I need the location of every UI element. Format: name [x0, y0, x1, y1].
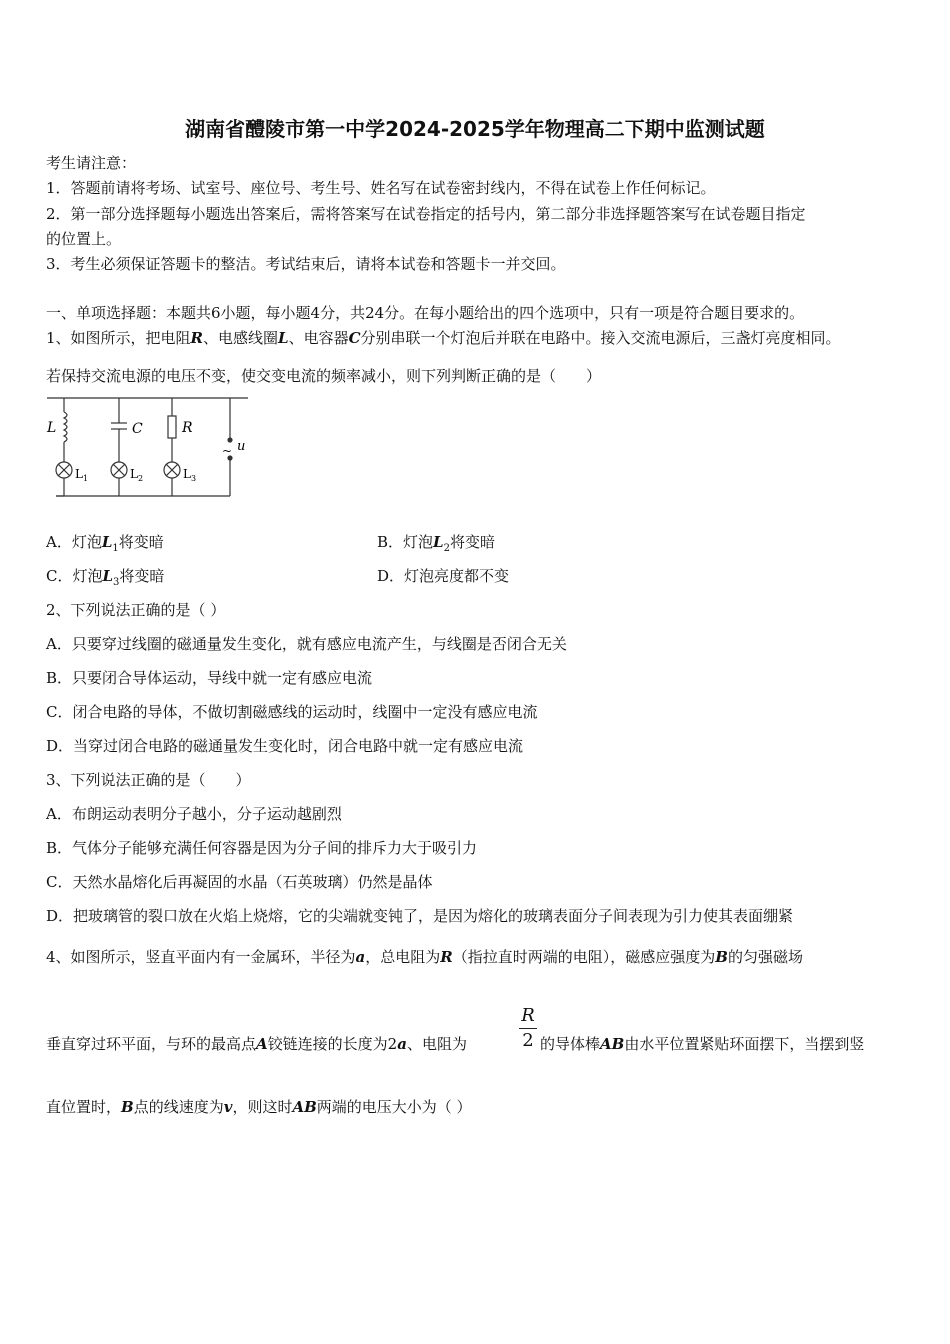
q2-option-c: C．闭合电路的导体，不做切割磁感线的运动时，线圈中一定没有感应电流 [46, 703, 538, 721]
q3-option-b: B．气体分子能够充满任何容器是因为分子间的排斥力大于吸引力 [46, 839, 478, 857]
q2-option-d: D．当穿过闭合电路的磁通量发生变化时，闭合电路中就一定有感应电流 [46, 737, 524, 755]
q1-stem-line1: 1、如图所示，把电阻R、电感线圈L、电容器C分别串联一个灯泡后并联在电路中。接入交流电源后，三盏灯亮度相同。 [46, 329, 841, 347]
q1-option-a: A．灯泡$L_1$将变暗 [46, 533, 164, 554]
label-L1: L [75, 467, 83, 481]
notice-item: 3．考生必须保证答题卡的整洁。考试结束后，请将本试卷和答题卡一并交回。 [46, 255, 566, 273]
notice-item: 2．第一部分选择题每小题选出答案后，需将答案写在试卷指定的括号内，第二部分非选择题答案写在试卷题目指定 [46, 205, 806, 223]
q3-option-c: C．天然水晶熔化后再凝固的水晶（石英玻璃）仍然是晶体 [46, 873, 433, 891]
q4-stem-line2-right: 的导体棒AB由水平位置紧贴环面摆下，当摆到竖 [540, 1035, 865, 1053]
q3-stem: 3、下列说法正确的是（ ） [46, 771, 251, 789]
label-L3: L [183, 467, 191, 481]
notice-item: 的位置上。 [46, 230, 122, 248]
section-heading: 一、单项选择题：本题共6小题，每小题4分，共24分。在每小题给出的四个选项中，只有一项是符合题目要求的。 [46, 304, 805, 322]
notice-heading: 考生请注意： [46, 154, 137, 172]
label-L1-sub: 1 [83, 474, 89, 483]
q2-option-b: B．只要闭合导体运动，导线中就一定有感应电流 [46, 669, 373, 687]
label-L2-sub: 2 [138, 474, 144, 483]
q1-option-d: D．灯泡亮度都不变 [377, 567, 510, 585]
q2-option-a: A．只要穿过线圈的磁通量发生变化，就有感应电流产生，与线圈是否闭合无关 [46, 635, 567, 653]
label-L: L [47, 420, 57, 436]
notice-item: 1．答题前请将考场、试室号、座位号、考生号、姓名写在试卷密封线内，不得在试卷上作任何标记。 [46, 179, 716, 197]
label-tilde: ~ [222, 444, 233, 458]
circuit-figure [44, 392, 254, 504]
q2-stem: 2、下列说法正确的是（ ） [46, 601, 226, 619]
q1-option-c: C．灯泡$L_3$将变暗 [46, 567, 165, 588]
fraction-r-over-2: R 2 [519, 1006, 537, 1051]
label-L2: L [130, 467, 138, 481]
q1-stem-line2: 若保持交流电源的电压不变，使交变电流的频率减小，则下列判断正确的是（ ） [46, 367, 602, 385]
q4-stem-line1: 4、如图所示，竖直平面内有一金属环，半径为a，总电阻为R（指拉直时两端的电阻），磁感应强度为B的匀强磁场 [46, 948, 803, 966]
q3-option-d: D．把玻璃管的裂口放在火焰上烧熔，它的尖端就变钝了，是因为熔化的玻璃表面分子间表现为引力使其表面绷紧 [46, 907, 794, 925]
q4-stem-line3: 直位置时，B点的线速度为v，则这时AB两端的电压大小为（ ） [46, 1098, 472, 1116]
label-C: C [132, 421, 143, 437]
page-title: 湖南省醴陵市第一中学2024-2025学年物理高二下期中监测试题 [185, 117, 765, 141]
q4-stem-line2-left: 垂直穿过环平面，与环的最高点A铰链连接的长度为2a、电阻为 [46, 1035, 467, 1053]
label-R: R [182, 420, 193, 436]
label-u: u [237, 439, 246, 454]
label-L3-sub: 3 [191, 474, 197, 483]
q1-option-b: B．灯泡$L_2$将变暗 [377, 533, 495, 554]
q3-option-a: A．布朗运动表明分子越小，分子运动越剧烈 [46, 805, 342, 823]
